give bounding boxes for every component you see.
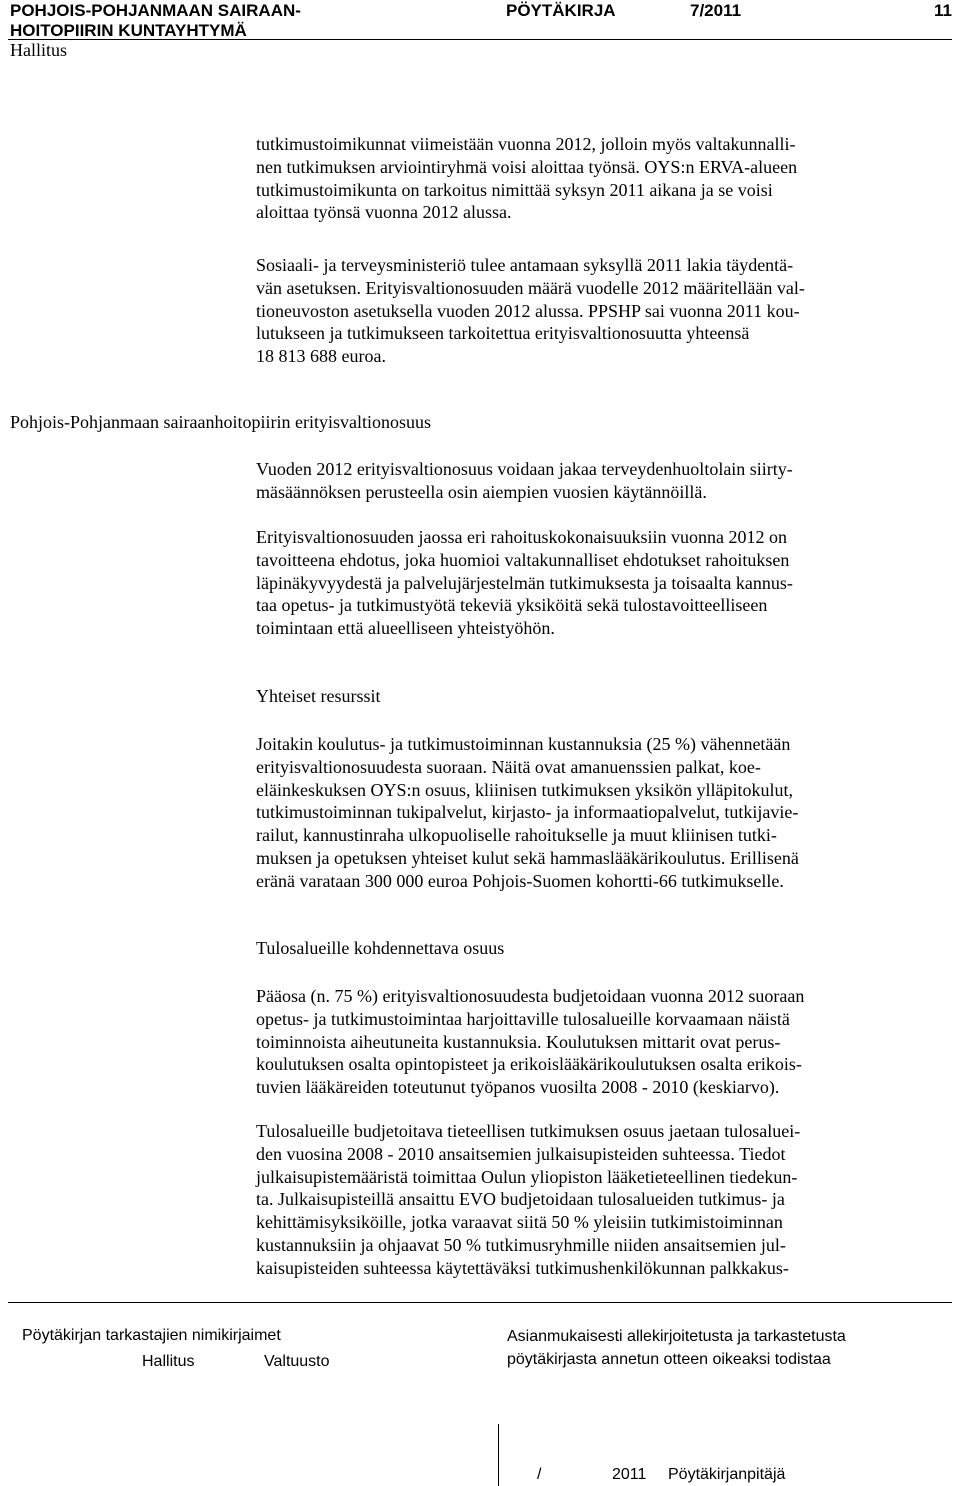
subheading xyxy=(256,937,946,960)
paragraph xyxy=(256,526,946,640)
text-line: toimintaan että alueelliseen yhteistyöhön. xyxy=(256,618,555,639)
text-line: lutukseen ja tutkimukseen tarkoitettua erityisvaltionosuutta yhteensä xyxy=(256,323,750,344)
date-year: 2011 xyxy=(612,1466,647,1483)
organization-line: HOITOPIIRIN KUNTAYHTYMÄ xyxy=(10,21,247,40)
text-line: tavoitteena ehdotus, joka huomioi valtakunnalliset ehdotukset rahoituksen xyxy=(256,549,790,570)
footer-divider xyxy=(8,1302,952,1303)
certification-line: pöytäkirjasta annetun otteen oikeaksi todistaa xyxy=(507,1351,831,1368)
section-heading xyxy=(10,411,940,434)
body-hallitus-label: Hallitus xyxy=(142,1353,195,1370)
paragraph xyxy=(256,133,946,224)
text-line: koulutuksen osalta opintopisteet ja erikoislääkärikoulutuksen osalta erikois- xyxy=(256,1054,802,1075)
text-line: vän asetuksen. Erityisvaltionosuuden määrä vuodelle 2012 määritellään val- xyxy=(256,277,805,298)
text-line: railut, kannustinraha ulkopuoliselle rahoitukselle ja muut kliinisen tutki- xyxy=(256,825,777,846)
meeting-number: 7/2011 xyxy=(690,1,742,20)
text-line: tutkimustoimikunnat viimeistään vuonna 2012, jolloin myös valtakunnalli- xyxy=(256,134,796,154)
text-line: ta. Julkaisupisteillä ansaittu EVO budjetoidaan tulosalueiden tutkimus- ja xyxy=(256,1189,785,1210)
page-header xyxy=(10,1,950,39)
subheading xyxy=(256,685,946,708)
document-type: PÖYTÄKIRJA xyxy=(506,1,616,20)
text-line: tutkimustoimikunta on tarkoitus nimittää syksyn 2011 aikana ja se voisi xyxy=(256,179,773,200)
text-line: erityisvaltionosuudesta suoraan. Näitä ovat amanuenssien palkat, koe- xyxy=(256,756,761,777)
text-line: tuvien lääkäreiden toteutunut työpanos vuosilta 2008 - 2010 (keskiarvo). xyxy=(256,1077,780,1098)
paragraph xyxy=(256,458,946,504)
text-line: julkaisupistemääristä toimittaa Oulun yliopiston lääketieteellinen tiedekun- xyxy=(256,1166,798,1187)
minutes-keeper-label: Pöytäkirjanpitäjä xyxy=(668,1466,786,1483)
body-valtuusto-label: Valtuusto xyxy=(264,1353,330,1370)
text-line: Vuoden 2012 erityisvaltionosuus voidaan jakaa terveydenhuoltolain siirty- xyxy=(256,459,793,479)
text-line: Joitakin koulutus- ja tutkimustoiminnan kustannuksia (25 %) vähennetään xyxy=(256,734,791,754)
text-line: toiminnoista aiheutuneita kustannuksia. Koulutuksen mittarit ovat perus- xyxy=(256,1031,781,1052)
paragraph xyxy=(256,254,946,368)
text-line: kustannuksiin ja ohjaavat 50 % tutkimusryhmille niiden ansaitsemien jul- xyxy=(256,1234,786,1255)
text-line: kehittämisyksiköille, jotka varaavat siitä 50 % yleisiin tutkimistoiminnan xyxy=(256,1212,783,1233)
text-line: Erityisvaltionosuuden jaossa eri rahoituskokonaisuuksiin vuonna 2012 on xyxy=(256,527,787,547)
text-line: Tulosalueille budjetoitava tieteellisen tutkimuksen osuus jaetaan tulosaluei- xyxy=(256,1121,801,1141)
text-line: läpinäkyvyydestä ja palvelujärjestelmän tutkimuksesta ja toisaalta kannus- xyxy=(256,572,793,593)
organization-line: POHJOIS-POHJANMAAN SAIRAAN- xyxy=(10,1,301,20)
subheading-text: Tulosalueille kohdennettava osuus xyxy=(256,938,505,958)
text-line: eränä varataan 300 000 euroa Pohjois-Suomen kohortti-66 tutkimukselle. xyxy=(256,870,784,891)
date-slash: / xyxy=(537,1466,542,1483)
text-line: kaisupisteiden suhteessa käytettäväksi tutkimushenkilökunnan palkkakus- xyxy=(256,1257,789,1278)
page-number: 11 xyxy=(934,1,952,20)
text-line: nen tutkimuksen arviointiryhmä voisi aloittaa työnsä. OYS:n ERVA-alueen xyxy=(256,156,798,177)
paragraph xyxy=(256,733,946,893)
paragraph xyxy=(256,985,946,1099)
text-line: 18 813 688 euroa. xyxy=(256,346,386,367)
text-line: taa opetus- ja tutkimustyötä tekeviä yksiköitä sekä tulostavoitteelliseen xyxy=(256,595,768,616)
text-line: tioneuvoston asetuksella vuoden 2012 alussa. PPSHP sai vuonna 2011 kou- xyxy=(256,300,800,321)
text-line: den vuosina 2008 - 2010 ansaitsemien julkaisupisteiden suhteessa. Tiedot xyxy=(256,1143,786,1164)
paragraph xyxy=(256,1120,946,1280)
body-organ: Hallitus xyxy=(10,40,67,60)
text-line: Pääosa (n. 75 %) erityisvaltionosuudesta budjetoidaan vuonna 2012 suoraan xyxy=(256,986,805,1006)
inspectors-label: Pöytäkirjan tarkastajien nimikirjaimet xyxy=(22,1327,281,1344)
certification-text xyxy=(507,1327,846,1370)
text-line: aloittaa työnsä vuonna 2012 alussa. xyxy=(256,202,512,223)
text-line: muksen ja opetuksen yhteiset kulut sekä hammaslääkärikoulutus. Erillisenä xyxy=(256,847,799,868)
text-line: tutkimustoiminnan tukipalvelut, kirjasto- ja informaatiopalvelut, tutkijavie- xyxy=(256,802,799,823)
organization-name xyxy=(10,1,301,41)
certification-line: Asianmukaisesti allekirjoitetusta ja tarkastetusta xyxy=(507,1328,846,1345)
text-line: mäsäännöksen perusteella osin aiempien vuosien käytännöillä. xyxy=(256,481,707,502)
text-line: Sosiaali- ja terveysministeriö tulee antamaan syksyllä 2011 lakia täydentä- xyxy=(256,255,794,275)
text-line: eläinkeskuksen OYS:n osuus, kliinisen tutkimuksen yksikön ylläpitokulut, xyxy=(256,779,793,800)
section-heading-text: Pohjois-Pohjanmaan sairaanhoitopiirin erityisvaltionosuus xyxy=(10,412,431,432)
subheading-text: Yhteiset resurssit xyxy=(256,686,381,706)
header-divider xyxy=(8,39,952,40)
text-line: opetus- ja tutkimustoimintaa harjoittaville tulosalueille korvaamaan näistä xyxy=(256,1008,790,1029)
